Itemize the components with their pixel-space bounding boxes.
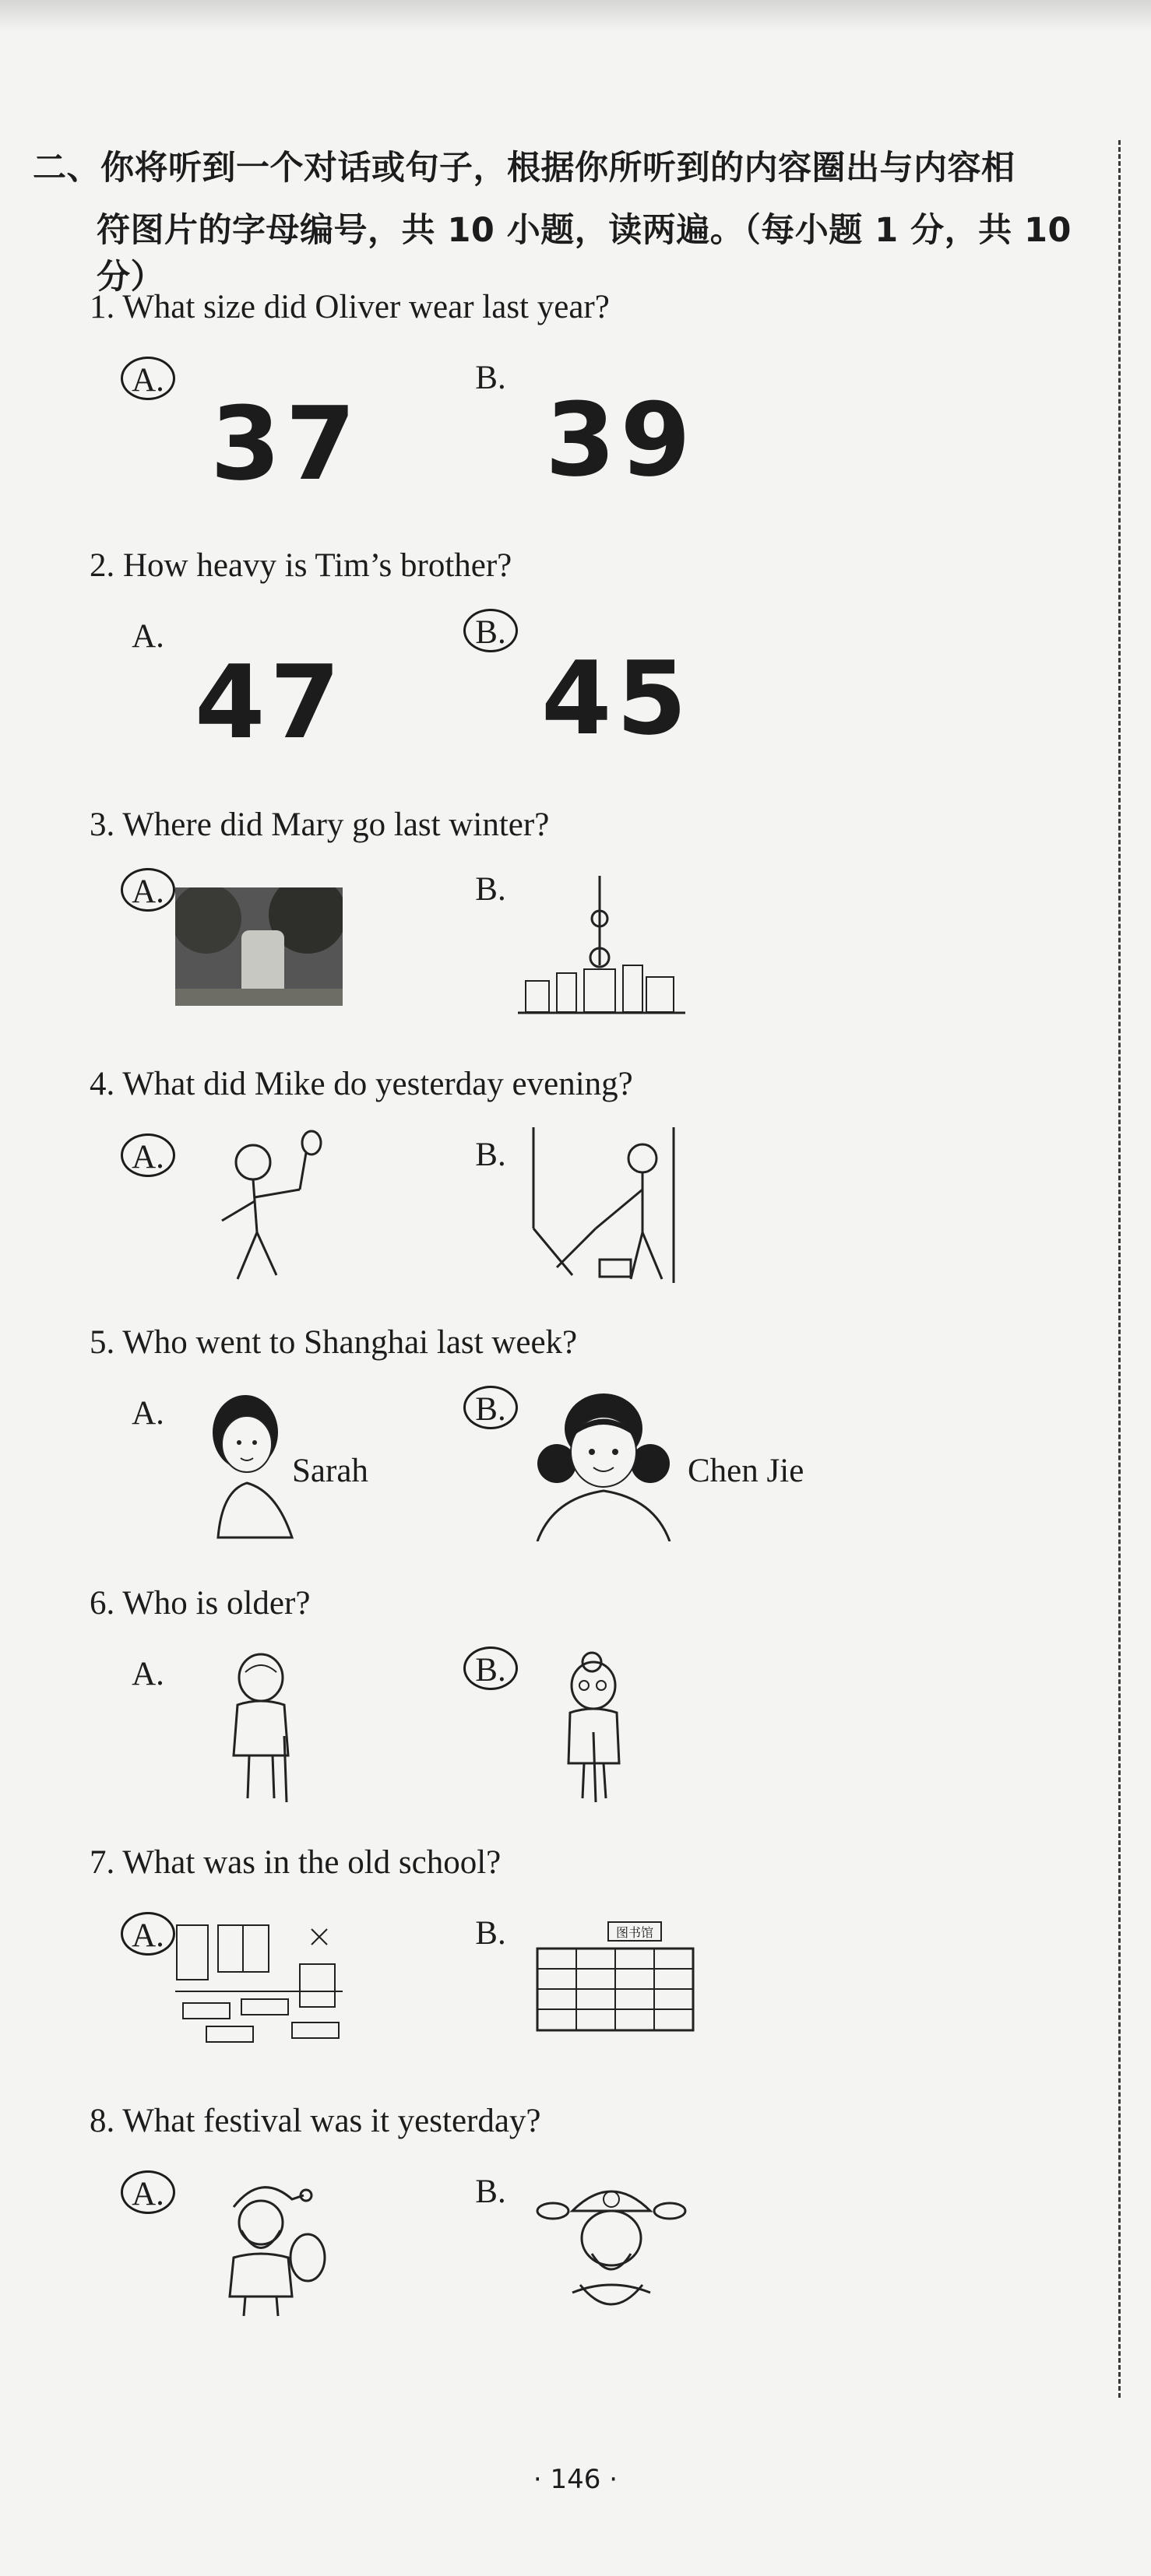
god-of-wealth [533, 2168, 689, 2324]
bookshelves-icon [522, 1921, 697, 2034]
question-text: 1. What size did Oliver wear last year? [90, 289, 610, 325]
option-a-label-circled[interactable]: A. [121, 1912, 175, 1956]
sarah-caption: Sarah [292, 1453, 368, 1489]
santa-claus [206, 2172, 331, 2320]
option-a-label-circled[interactable]: A. [121, 357, 175, 400]
badminton-icon [191, 1127, 339, 1291]
option-b-label-circled[interactable]: B. [463, 1386, 518, 1429]
option-a-label-circled[interactable]: A. [121, 1133, 175, 1177]
girl-icon [530, 1390, 678, 1541]
old-man [218, 1650, 304, 1806]
sarah-portrait [206, 1390, 300, 1541]
boy-sweeping-floor [526, 1127, 681, 1291]
question-text: 4. What did Mike do yesterday evening? [90, 1066, 633, 1102]
option-b-label[interactable]: B. [475, 1137, 506, 1173]
classroom-icon [175, 1921, 343, 2046]
cut-line [1118, 140, 1121, 2398]
question-text: 2. How heavy is Tim’s brother? [90, 547, 512, 584]
option-b-label[interactable]: B. [475, 2174, 506, 2210]
question-text: 5. Who went to Shanghai last week? [90, 1324, 578, 1361]
instructions-line-1: 二、你将听到一个对话或句子，根据你所听到的内容圈出与内容相 [33, 149, 1015, 188]
option-b-label[interactable]: B. [475, 1915, 506, 1952]
santa-icon [206, 2172, 331, 2320]
option-a-label[interactable]: A. [132, 1656, 164, 1692]
question-8 [90, 2102, 1086, 2335]
instructions-line-2: 符图片的字母编号，共 10 小题，读两遍。（每小题 1 分，共 10 分） [97, 211, 1072, 297]
old-woman [553, 1646, 639, 1806]
god-of-wealth-icon [533, 2168, 689, 2324]
question-6 [90, 1584, 1086, 1818]
section-instructions [33, 145, 1107, 300]
boy-playing-badminton [191, 1127, 339, 1291]
question-text: 8. What festival was it yesterday? [90, 2103, 541, 2139]
park-stone-photo [175, 887, 343, 1006]
question-text: 3. Where did Mary go last winter? [90, 807, 550, 843]
park-stone-photo-icon [175, 887, 343, 1006]
option-a-label-circled[interactable]: A. [121, 2170, 175, 2214]
classroom [175, 1921, 343, 2046]
question-2 [90, 546, 1086, 761]
number-45: 45 [541, 639, 692, 757]
question-3 [90, 806, 1086, 1031]
question-4 [90, 1065, 1086, 1299]
question-1 [90, 288, 1086, 503]
old-woman-icon [553, 1646, 639, 1806]
option-a-label[interactable]: A. [132, 1395, 164, 1432]
number-37: 37 [210, 385, 361, 503]
sweeping-icon [526, 1127, 681, 1291]
number-47: 47 [195, 643, 345, 761]
question-text: 6. Who is older? [90, 1585, 311, 1622]
option-a-label-circled[interactable]: A. [121, 868, 175, 912]
skyline-icon [518, 872, 685, 1016]
number-39: 39 [545, 381, 695, 499]
question-7 [90, 1843, 1086, 2077]
girl-icon [206, 1390, 300, 1541]
old-man-icon [218, 1650, 304, 1806]
chen-jie-caption: Chen Jie [688, 1453, 804, 1489]
page-number: · 146 · [533, 2464, 618, 2495]
question-text: 7. What was in the old school? [90, 1844, 502, 1881]
option-b-label[interactable]: B. [475, 871, 506, 908]
chen-jie-portrait [530, 1390, 678, 1541]
option-b-label-circled[interactable]: B. [463, 1646, 518, 1690]
scan-edge-shadow [0, 0, 1151, 31]
option-b-label-circled[interactable]: B. [463, 609, 518, 652]
question-5 [90, 1323, 1086, 1557]
option-a-label[interactable]: A. [132, 618, 164, 655]
shanghai-tower-skyline [518, 872, 685, 1016]
option-b-label[interactable]: B. [475, 360, 506, 396]
library-sign: 图书馆 [607, 1921, 662, 1942]
library-bookshelves [522, 1921, 697, 2034]
